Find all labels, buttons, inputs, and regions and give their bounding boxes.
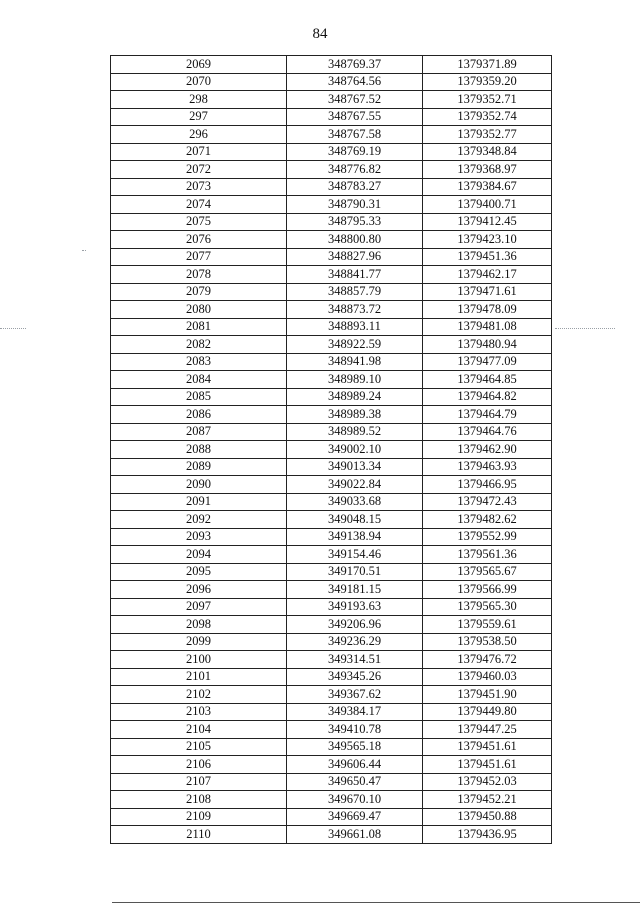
x-coordinate-cell: 349013.34 bbox=[287, 458, 423, 476]
y-coordinate-cell: 1379565.67 bbox=[423, 563, 552, 581]
point-id-cell: 2094 bbox=[111, 546, 287, 564]
point-id-cell: 2082 bbox=[111, 336, 287, 354]
point-id-cell: 2105 bbox=[111, 738, 287, 756]
y-coordinate-cell: 1379565.30 bbox=[423, 598, 552, 616]
point-id-cell: 2087 bbox=[111, 423, 287, 441]
point-id-cell: 2093 bbox=[111, 528, 287, 546]
point-id-cell: 2074 bbox=[111, 196, 287, 214]
point-id-cell: 2080 bbox=[111, 301, 287, 319]
y-coordinate-cell: 1379451.61 bbox=[423, 738, 552, 756]
y-coordinate-cell: 1379462.90 bbox=[423, 441, 552, 459]
table-row bbox=[111, 301, 552, 319]
x-coordinate-cell: 349384.17 bbox=[287, 703, 423, 721]
table-row bbox=[111, 546, 552, 564]
table-row bbox=[111, 178, 552, 196]
table-row bbox=[111, 336, 552, 354]
point-id-cell: 2072 bbox=[111, 161, 287, 179]
table-row bbox=[111, 528, 552, 546]
point-id-cell: 2073 bbox=[111, 178, 287, 196]
point-id-cell: 2070 bbox=[111, 73, 287, 91]
point-id-cell: 2108 bbox=[111, 791, 287, 809]
y-coordinate-cell: 1379552.99 bbox=[423, 528, 552, 546]
x-coordinate-cell: 348893.11 bbox=[287, 318, 423, 336]
point-id-cell: 296 bbox=[111, 126, 287, 144]
table-row bbox=[111, 703, 552, 721]
x-coordinate-cell: 348873.72 bbox=[287, 301, 423, 319]
point-id-cell: 2097 bbox=[111, 598, 287, 616]
table-row bbox=[111, 773, 552, 791]
x-coordinate-cell: 348800.80 bbox=[287, 231, 423, 249]
table-row bbox=[111, 126, 552, 144]
y-coordinate-cell: 1379464.79 bbox=[423, 406, 552, 424]
x-coordinate-cell: 349002.10 bbox=[287, 441, 423, 459]
point-id-cell: 2078 bbox=[111, 266, 287, 284]
y-coordinate-cell: 1379472.43 bbox=[423, 493, 552, 511]
y-coordinate-cell: 1379482.62 bbox=[423, 511, 552, 529]
y-coordinate-cell: 1379452.03 bbox=[423, 773, 552, 791]
point-id-cell: 2110 bbox=[111, 826, 287, 844]
coordinates-table bbox=[110, 55, 552, 844]
x-coordinate-cell: 349367.62 bbox=[287, 686, 423, 704]
y-coordinate-cell: 1379352.74 bbox=[423, 108, 552, 126]
x-coordinate-cell: 348827.96 bbox=[287, 248, 423, 266]
x-coordinate-cell: 349236.29 bbox=[287, 633, 423, 651]
x-coordinate-cell: 348776.82 bbox=[287, 161, 423, 179]
table-row bbox=[111, 668, 552, 686]
table-row bbox=[111, 616, 552, 634]
point-id-cell: 2104 bbox=[111, 721, 287, 739]
point-id-cell: 2081 bbox=[111, 318, 287, 336]
y-coordinate-cell: 1379400.71 bbox=[423, 196, 552, 214]
y-coordinate-cell: 1379451.36 bbox=[423, 248, 552, 266]
point-id-cell: 2103 bbox=[111, 703, 287, 721]
y-coordinate-cell: 1379561.36 bbox=[423, 546, 552, 564]
table-row bbox=[111, 493, 552, 511]
table-row bbox=[111, 248, 552, 266]
x-coordinate-cell: 348767.52 bbox=[287, 91, 423, 109]
page-number: 84 bbox=[312, 26, 328, 42]
y-coordinate-cell: 1379477.09 bbox=[423, 353, 552, 371]
table-row bbox=[111, 318, 552, 336]
coordinates-table-body bbox=[111, 56, 552, 844]
x-coordinate-cell: 348857.79 bbox=[287, 283, 423, 301]
x-coordinate-cell: 349138.94 bbox=[287, 528, 423, 546]
x-coordinate-cell: 349170.51 bbox=[287, 563, 423, 581]
table-row bbox=[111, 231, 552, 249]
y-coordinate-cell: 1379566.99 bbox=[423, 581, 552, 599]
y-coordinate-cell: 1379451.61 bbox=[423, 756, 552, 774]
x-coordinate-cell: 349670.10 bbox=[287, 791, 423, 809]
table-row bbox=[111, 388, 552, 406]
table-row bbox=[111, 756, 552, 774]
table-row bbox=[111, 213, 552, 231]
point-id-cell: 2098 bbox=[111, 616, 287, 634]
y-coordinate-cell: 1379371.89 bbox=[423, 56, 552, 74]
table-row bbox=[111, 808, 552, 826]
point-id-cell: 2088 bbox=[111, 441, 287, 459]
table-row bbox=[111, 423, 552, 441]
table-row bbox=[111, 651, 552, 669]
point-id-cell: 2095 bbox=[111, 563, 287, 581]
x-coordinate-cell: 348989.24 bbox=[287, 388, 423, 406]
table-row bbox=[111, 686, 552, 704]
x-coordinate-cell: 348764.56 bbox=[287, 73, 423, 91]
y-coordinate-cell: 1379449.80 bbox=[423, 703, 552, 721]
y-coordinate-cell: 1379462.17 bbox=[423, 266, 552, 284]
scan-artifact bbox=[555, 328, 615, 329]
y-coordinate-cell: 1379478.09 bbox=[423, 301, 552, 319]
x-coordinate-cell: 348769.37 bbox=[287, 56, 423, 74]
x-coordinate-cell: 348767.55 bbox=[287, 108, 423, 126]
table-row bbox=[111, 406, 552, 424]
scan-artifact bbox=[0, 328, 26, 329]
x-coordinate-cell: 349033.68 bbox=[287, 493, 423, 511]
point-id-cell: 2071 bbox=[111, 143, 287, 161]
page-bottom-rule bbox=[112, 902, 640, 903]
table-row bbox=[111, 161, 552, 179]
point-id-cell: 297 bbox=[111, 108, 287, 126]
x-coordinate-cell: 348989.52 bbox=[287, 423, 423, 441]
y-coordinate-cell: 1379451.90 bbox=[423, 686, 552, 704]
y-coordinate-cell: 1379464.82 bbox=[423, 388, 552, 406]
x-coordinate-cell: 348783.27 bbox=[287, 178, 423, 196]
x-coordinate-cell: 349181.15 bbox=[287, 581, 423, 599]
table-row bbox=[111, 108, 552, 126]
point-id-cell: 2077 bbox=[111, 248, 287, 266]
point-id-cell: 2085 bbox=[111, 388, 287, 406]
y-coordinate-cell: 1379471.61 bbox=[423, 283, 552, 301]
x-coordinate-cell: 348769.19 bbox=[287, 143, 423, 161]
point-id-cell: 2107 bbox=[111, 773, 287, 791]
point-id-cell: 2100 bbox=[111, 651, 287, 669]
point-id-cell: 2109 bbox=[111, 808, 287, 826]
table-row bbox=[111, 143, 552, 161]
table-row bbox=[111, 371, 552, 389]
point-id-cell: 2096 bbox=[111, 581, 287, 599]
y-coordinate-cell: 1379348.84 bbox=[423, 143, 552, 161]
y-coordinate-cell: 1379464.85 bbox=[423, 371, 552, 389]
table-row bbox=[111, 791, 552, 809]
y-coordinate-cell: 1379464.76 bbox=[423, 423, 552, 441]
point-id-cell: 2106 bbox=[111, 756, 287, 774]
table-row bbox=[111, 458, 552, 476]
point-id-cell: 2075 bbox=[111, 213, 287, 231]
point-id-cell: 2092 bbox=[111, 511, 287, 529]
table-row bbox=[111, 196, 552, 214]
y-coordinate-cell: 1379450.88 bbox=[423, 808, 552, 826]
point-id-cell: 2099 bbox=[111, 633, 287, 651]
x-coordinate-cell: 349669.47 bbox=[287, 808, 423, 826]
point-id-cell: 2091 bbox=[111, 493, 287, 511]
x-coordinate-cell: 348767.58 bbox=[287, 126, 423, 144]
x-coordinate-cell: 348941.98 bbox=[287, 353, 423, 371]
y-coordinate-cell: 1379463.93 bbox=[423, 458, 552, 476]
x-coordinate-cell: 349661.08 bbox=[287, 826, 423, 844]
point-id-cell: 2079 bbox=[111, 283, 287, 301]
x-coordinate-cell: 349193.63 bbox=[287, 598, 423, 616]
point-id-cell: 298 bbox=[111, 91, 287, 109]
y-coordinate-cell: 1379352.71 bbox=[423, 91, 552, 109]
table-row bbox=[111, 581, 552, 599]
point-id-cell: 2084 bbox=[111, 371, 287, 389]
x-coordinate-cell: 349410.78 bbox=[287, 721, 423, 739]
point-id-cell: 2090 bbox=[111, 476, 287, 494]
table-row bbox=[111, 353, 552, 371]
y-coordinate-cell: 1379480.94 bbox=[423, 336, 552, 354]
scan-artifact bbox=[82, 250, 86, 251]
x-coordinate-cell: 349314.51 bbox=[287, 651, 423, 669]
x-coordinate-cell: 348989.10 bbox=[287, 371, 423, 389]
x-coordinate-cell: 348922.59 bbox=[287, 336, 423, 354]
y-coordinate-cell: 1379538.50 bbox=[423, 633, 552, 651]
x-coordinate-cell: 348841.77 bbox=[287, 266, 423, 284]
table-row bbox=[111, 563, 552, 581]
table-row bbox=[111, 738, 552, 756]
y-coordinate-cell: 1379423.10 bbox=[423, 231, 552, 249]
table-row bbox=[111, 826, 552, 844]
y-coordinate-cell: 1379481.08 bbox=[423, 318, 552, 336]
table-row bbox=[111, 511, 552, 529]
x-coordinate-cell: 349345.26 bbox=[287, 668, 423, 686]
y-coordinate-cell: 1379476.72 bbox=[423, 651, 552, 669]
point-id-cell: 2069 bbox=[111, 56, 287, 74]
point-id-cell: 2083 bbox=[111, 353, 287, 371]
table-row bbox=[111, 283, 552, 301]
y-coordinate-cell: 1379384.67 bbox=[423, 178, 552, 196]
y-coordinate-cell: 1379352.77 bbox=[423, 126, 552, 144]
table-row bbox=[111, 441, 552, 459]
y-coordinate-cell: 1379460.03 bbox=[423, 668, 552, 686]
y-coordinate-cell: 1379368.97 bbox=[423, 161, 552, 179]
y-coordinate-cell: 1379412.45 bbox=[423, 213, 552, 231]
point-id-cell: 2076 bbox=[111, 231, 287, 249]
point-id-cell: 2089 bbox=[111, 458, 287, 476]
table-row bbox=[111, 598, 552, 616]
y-coordinate-cell: 1379559.61 bbox=[423, 616, 552, 634]
y-coordinate-cell: 1379452.21 bbox=[423, 791, 552, 809]
y-coordinate-cell: 1379436.95 bbox=[423, 826, 552, 844]
x-coordinate-cell: 349606.44 bbox=[287, 756, 423, 774]
table-row bbox=[111, 73, 552, 91]
table-row bbox=[111, 721, 552, 739]
x-coordinate-cell: 349206.96 bbox=[287, 616, 423, 634]
x-coordinate-cell: 348795.33 bbox=[287, 213, 423, 231]
table-row bbox=[111, 56, 552, 74]
table-row bbox=[111, 91, 552, 109]
y-coordinate-cell: 1379359.20 bbox=[423, 73, 552, 91]
x-coordinate-cell: 349565.18 bbox=[287, 738, 423, 756]
x-coordinate-cell: 349048.15 bbox=[287, 511, 423, 529]
x-coordinate-cell: 349650.47 bbox=[287, 773, 423, 791]
table-row bbox=[111, 266, 552, 284]
point-id-cell: 2102 bbox=[111, 686, 287, 704]
table-row bbox=[111, 633, 552, 651]
y-coordinate-cell: 1379447.25 bbox=[423, 721, 552, 739]
table-row bbox=[111, 476, 552, 494]
point-id-cell: 2101 bbox=[111, 668, 287, 686]
x-coordinate-cell: 348790.31 bbox=[287, 196, 423, 214]
y-coordinate-cell: 1379466.95 bbox=[423, 476, 552, 494]
x-coordinate-cell: 348989.38 bbox=[287, 406, 423, 424]
x-coordinate-cell: 349022.84 bbox=[287, 476, 423, 494]
x-coordinate-cell: 349154.46 bbox=[287, 546, 423, 564]
point-id-cell: 2086 bbox=[111, 406, 287, 424]
